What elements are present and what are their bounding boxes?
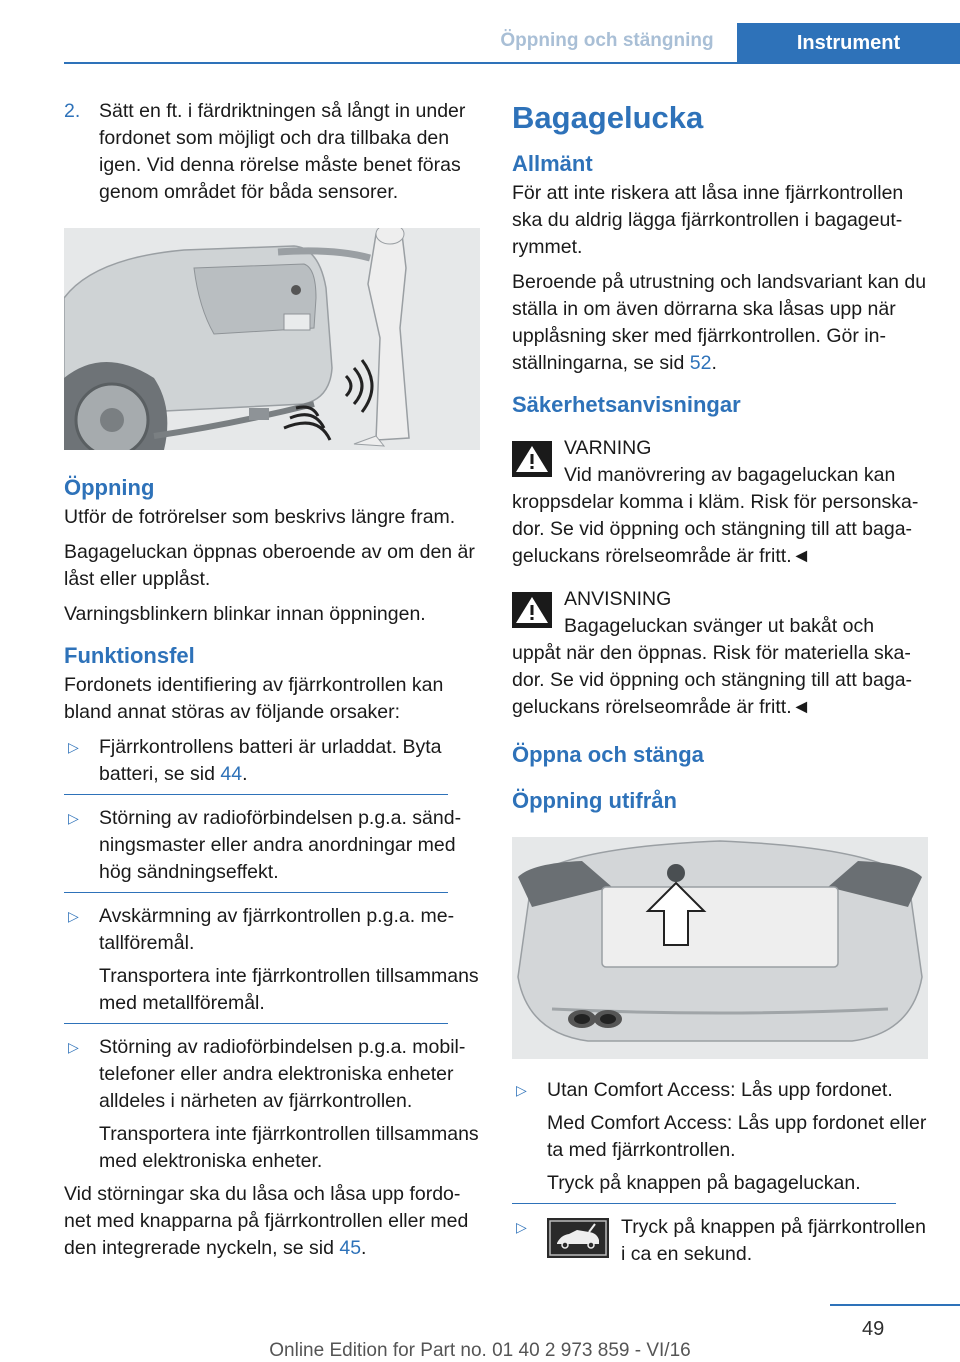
oppning-paragraph-2: Bagageluckan öppnas oberoende av om den är låst eller upplåst. [64, 541, 475, 590]
triangle-bullet-icon: ▷ [516, 1082, 527, 1098]
oppna-heading: Öppna och stänga [512, 742, 704, 767]
page-title: Bagagelucka [512, 100, 704, 135]
triangle-bullet-icon: ▷ [68, 739, 79, 755]
allmant-paragraph-2 [512, 269, 928, 377]
allmant-heading: Allmänt [512, 151, 593, 176]
list-divider [64, 794, 448, 795]
notice-text: Bagageluckan svänger ut bakåt och uppåt när den öppnas. Risk för materiella skador. Se vid öppning och stängning till att bagageluckans rörelseområde är fritt.◄ [512, 615, 913, 718]
triangle-bullet-icon: ▷ [68, 908, 79, 924]
warning-triangle-icon [512, 441, 552, 477]
list-item [64, 734, 480, 788]
bullet-subtext: Med Comfort Access: Lås upp fordonet eller ta med fjärrkontrollen. [547, 1112, 927, 1161]
bullet-text: Störning av radioförbindelsen p.g.a. sändningsmaster eller andra anordningar med hög sändningseffekt. [99, 807, 462, 883]
list-divider [512, 1203, 896, 1204]
header-rule [64, 62, 960, 64]
sakerhet-heading: Säkerhetsanvisningar [512, 392, 741, 417]
bullet-text: Störning av radioförbindelsen p.g.a. mobiltelefoner eller andra elektroniska enheter alldeles i närheten av fjärrkontrollen. [99, 1036, 466, 1112]
utifran-heading: Öppning utifrån [512, 788, 677, 813]
step-number: 2. [64, 100, 81, 122]
step-item [64, 98, 480, 206]
oppning-paragraph-1: Utför de fotrörelser som beskrivs längre fram. [64, 506, 456, 528]
page-header [0, 0, 960, 62]
funktionsfel-heading: Funktionsfel [64, 643, 195, 668]
right-column [512, 98, 928, 1274]
bullet-punct: . [242, 763, 248, 785]
page-number: 49 [862, 1318, 885, 1340]
list-item [64, 805, 480, 886]
allmant-text: Beroende på utrustning och landsvariant kan du ställa in om även dörrarna ska låsas upp när upplåsning sker med fjärrkontrollen. Gör inställningarna, se sid [512, 271, 927, 374]
list-item [64, 903, 480, 1017]
oppning-heading: Öppning [64, 475, 155, 500]
page-link[interactable]: 52 [689, 352, 712, 374]
closing-text: Vid störningar ska du låsa och låsa upp fordonet med knapparna på fjärrkontrollen eller med den integrerade nyckeln, se sid [64, 1183, 469, 1259]
closing-punct: . [361, 1237, 367, 1259]
footer-rule [830, 1304, 960, 1306]
warning-text: Vid manövrering av bagageluckan kan kroppsdelar komma i kläm. Risk för personskador. Se vid öppning och stängning till att bagageluckans rörelseområde är fritt.◄ [512, 464, 919, 567]
bullet-subtext: Transportera inte fjärrkontrollen tillsammans med metallföremål. [99, 965, 479, 1014]
list-item [64, 1034, 480, 1175]
trunk-key-icon [547, 1218, 609, 1258]
page-link[interactable]: 44 [220, 763, 243, 785]
list-divider [64, 892, 448, 893]
notice-box [512, 586, 928, 721]
allmant-punct: . [711, 352, 717, 374]
triangle-bullet-icon: ▷ [516, 1219, 527, 1235]
notice-title: ANVISNING [564, 588, 672, 610]
bullet-text: Avskärmning av fjärrkontrollen p.g.a. metallföremål. [99, 905, 455, 954]
chapter-tab: Instrument [737, 23, 960, 63]
page-link[interactable]: 45 [339, 1237, 362, 1259]
warning-box [512, 435, 928, 570]
section-title: Öppning och stängning [500, 30, 714, 51]
bullet-text: Utan Comfort Access: Lås upp fordonet. [547, 1079, 893, 1101]
step-text: Sätt en ft. i färdriktningen så långt in under fordonet som möjligt och dra tillbaka den igen. Vid denna rörelse måste benet föras genom området för båda sensorer. [99, 100, 466, 203]
triangle-bullet-icon: ▷ [68, 1039, 79, 1055]
bullet-subtext: Tryck på knappen på bagageluckan. [547, 1172, 861, 1194]
warning-triangle-icon [512, 592, 552, 628]
oppning-paragraph-3: Varningsblinkern blinkar innan öppningen. [64, 603, 426, 625]
bullet-text: Tryck på knappen på fjärrkontrollen i ca en sekund. [621, 1216, 926, 1265]
closing-paragraph [64, 1181, 480, 1262]
edition-note: Online Edition for Part no. 01 40 2 973 859 - VI/16 [269, 1340, 691, 1361]
list-item [512, 1077, 928, 1197]
list-item [512, 1214, 928, 1268]
bullet-subtext: Transportera inte fjärrkontrollen tillsammans med elektroniska enheter. [99, 1123, 479, 1172]
triangle-bullet-icon: ▷ [68, 810, 79, 826]
funktionsfel-intro: Fordonets identifiering av fjärrkontrollen kan bland annat störas av följande orsaker: [64, 674, 444, 723]
list-divider [64, 1023, 448, 1024]
allmant-paragraph-1: För att inte riskera att låsa inne fjärrkontrollen ska du aldrig lägga fjärrkontrollen i bagageutrymmet. [512, 182, 904, 258]
page-footer [0, 1304, 960, 1362]
bullet-text: Fjärrkontrollens batteri är urladdat. Byta batteri, se sid [99, 736, 442, 785]
left-column [64, 98, 480, 1270]
trunk-button-illustration [512, 837, 928, 1059]
warning-title: VARNING [564, 437, 652, 459]
foot-sensor-illustration [64, 228, 480, 450]
